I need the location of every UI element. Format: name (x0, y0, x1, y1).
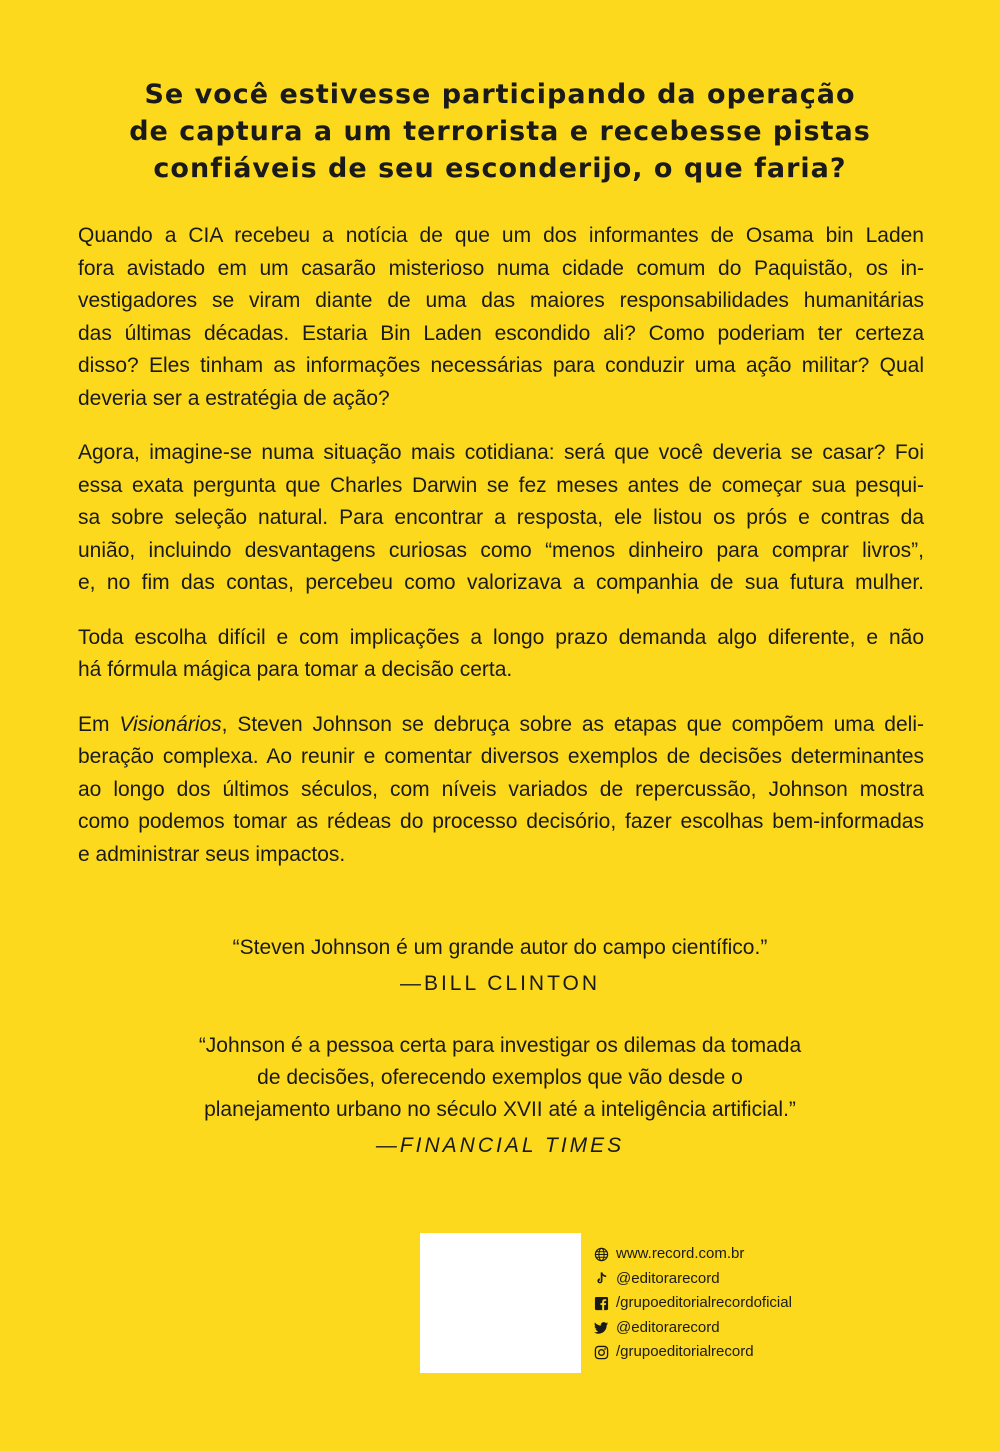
paragraph-line: das últimas décadas. Estaria Bin Laden escondido ali? Como poderiam ter certeza (78, 321, 924, 345)
paragraph-line: fora avistado em um casarão misterioso numa cidade comum do Paquistão, os in- (78, 256, 924, 280)
paragraph-line: e, no fim das contas, percebeu como valorizava a companhia de sua futura mulher. (78, 571, 924, 594)
social-text: @editorarecord (616, 1318, 720, 1336)
facebook-icon (593, 1295, 609, 1311)
social-text: www.record.com.br (616, 1245, 745, 1262)
paragraph-line: união, incluindo desvantagens curiosas como “menos dinheiro para comprar livros”, (78, 538, 924, 562)
instagram-icon (593, 1344, 609, 1360)
paragraph-lead: Em (78, 712, 120, 736)
paragraph-line: vestigadores se viram diante de uma das maiores responsabilidades humanitárias (78, 289, 924, 312)
headline-line: de captura a um terrorista e recebesse pistas (129, 116, 871, 147)
paragraph-line: ao longo dos últimos séculos, com níveis variados de repercussão, Johnson mostra (78, 777, 924, 801)
paragraph-line: Toda escolha difícil e com implicações a longo prazo demanda algo diferente, e não (78, 625, 924, 649)
globe-icon (593, 1246, 609, 1262)
paragraph-line: sa sobre seleção natural. Para encontrar a resposta, ele listou os prós e contras da (78, 506, 924, 529)
blurb-line: de decisões, oferecendo exemplos que vão desde o (257, 1066, 743, 1089)
paragraph-line: beração complexa. Ao reunir e comentar diversos exemplos de decisões determinantes (78, 745, 924, 768)
headline-line: Se você estivesse participando da operação (144, 79, 856, 110)
paragraph-line-rest: , Steven Johnson se debruça sobre as etapas que compõem uma deli- (221, 712, 924, 736)
social-instagram[interactable] (593, 1340, 792, 1365)
social-twitter[interactable] (593, 1316, 792, 1341)
barcode-area (420, 1233, 581, 1373)
blurb-line: “Johnson é a pessoa certa para investigar os dilemas da tomada (198, 1034, 802, 1057)
social-website[interactable] (593, 1242, 792, 1267)
paragraph (78, 220, 924, 415)
paragraph-line: disso? Eles tinham as informações necessárias para conduzir uma ação militar? Qual (78, 354, 924, 377)
blurb-line: “Steven Johnson é um grande autor do campo científico.” (232, 936, 768, 959)
paragraph-line: como podemos tomar as rédeas do processo decisório, fazer escolhas bem-informadas (78, 810, 924, 833)
social-text: /grupoeditorialrecordoficial (616, 1294, 792, 1311)
paragraph-line: e administrar seus impactos. (78, 842, 346, 866)
social-text: @editorarecord (616, 1269, 720, 1287)
blurb (0, 932, 1000, 1000)
twitter-icon (593, 1320, 609, 1336)
social-text: /grupoeditorialrecord (616, 1343, 754, 1360)
paragraph (78, 437, 924, 600)
paragraph-line: há fórmula mágica para tomar a decisão certa. (78, 658, 513, 681)
blurb (0, 1030, 1000, 1162)
social-facebook[interactable] (593, 1291, 792, 1316)
blurb-attribution: —BILL CLINTON (399, 972, 601, 995)
book-title: Visionários (119, 712, 222, 736)
blurb-line: planejamento urbano no século XVII até a inteligência artificial.” (204, 1098, 796, 1121)
synopsis (78, 220, 924, 893)
paragraph-line: Quando a CIA recebeu a notícia de que um dos informantes de Osama bin Laden (78, 224, 924, 247)
paragraph-line: essa exata pergunta que Charles Darwin se fez meses antes de começar sua pesqui- (78, 473, 924, 497)
paragraph-line: deveria ser a estratégia de ação? (78, 386, 390, 410)
headline (0, 76, 1000, 187)
blurb-attribution: —FINANCIAL TIMES (375, 1134, 625, 1157)
social-links (593, 1242, 792, 1365)
paragraph-line: Agora, imagine-se numa situação mais cotidiana: será que você deveria se casar? Foi (78, 441, 924, 464)
headline-line: confiáveis de seu esconderijo, o que faria? (153, 153, 847, 184)
paragraph (78, 709, 924, 872)
paragraph (78, 622, 924, 687)
blurbs (0, 932, 1000, 1182)
paragraph-line (78, 709, 924, 742)
tiktok-icon (593, 1271, 609, 1287)
social-tiktok[interactable] (593, 1267, 792, 1292)
